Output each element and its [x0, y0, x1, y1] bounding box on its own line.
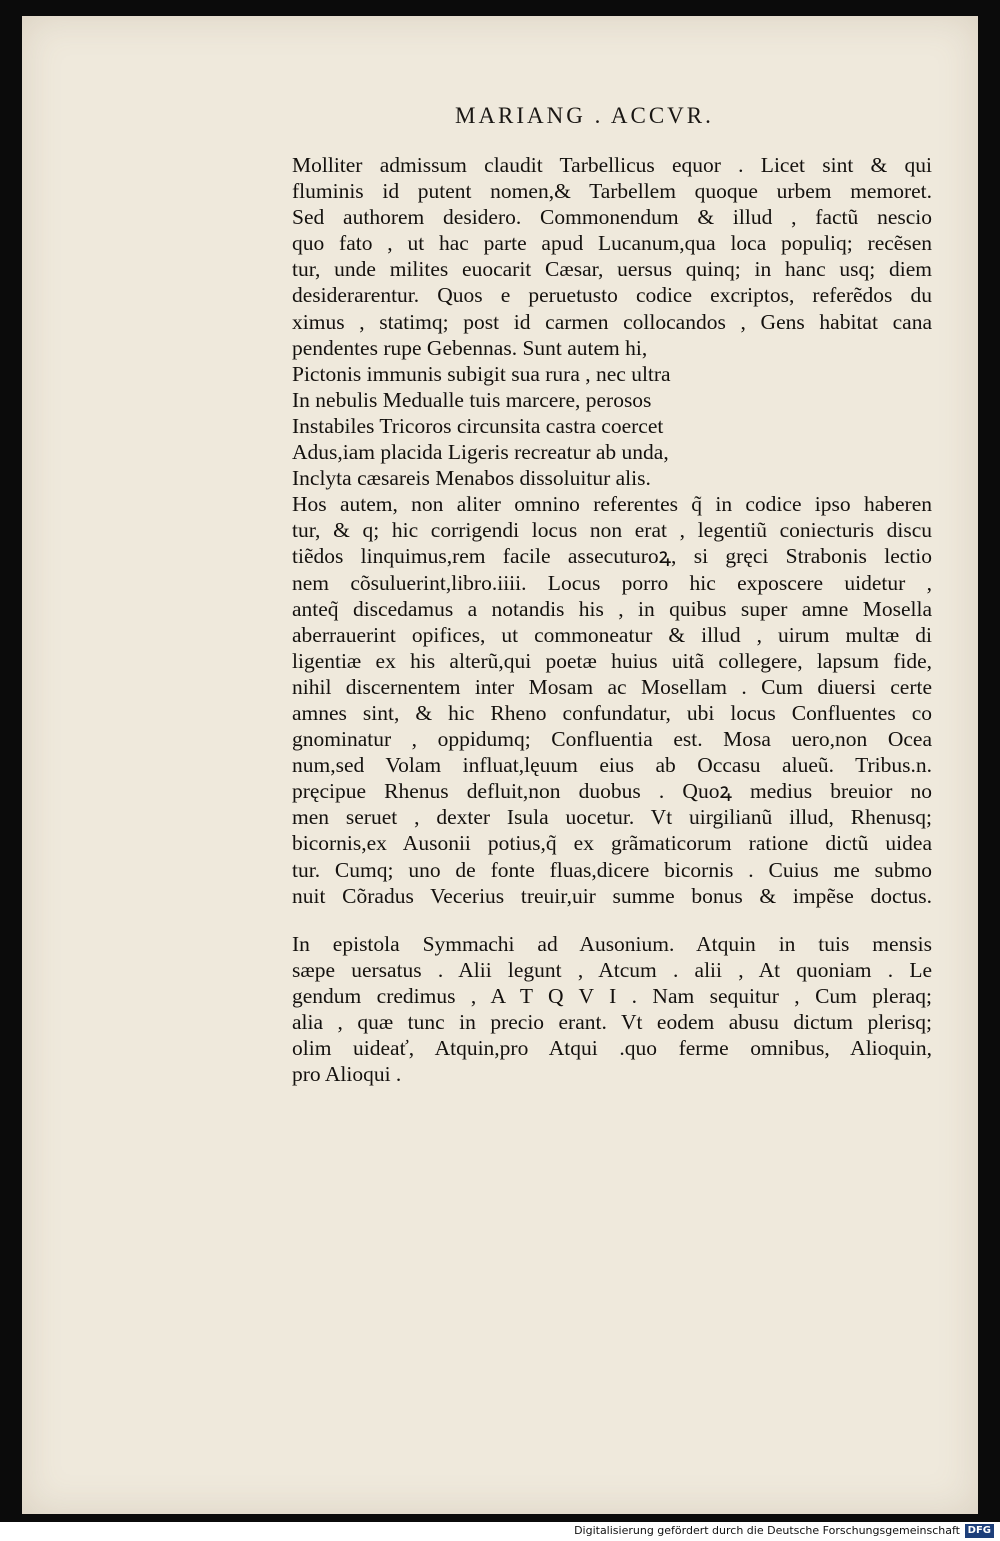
- verse-line: In nebulis Medualle tuis marcere, perosos: [292, 387, 652, 412]
- text-line: gnominatur , oppidumq; Confluentia est. Mosa uero,non Ocea: [292, 727, 932, 752]
- text-line: sæpe uersatus . Alii legunt , Atcum . alii , At quoniam . Le: [292, 957, 932, 982]
- text-line: gendum credimus , A T Q V I . Nam sequitur , Cum pleraq;: [292, 983, 932, 1008]
- text-line: nem cõsuluerint,libro.iiii. Locus porro hic exposcere uidetur ,: [292, 570, 932, 595]
- verse-block: [292, 361, 932, 491]
- verse-line: Inclyta cæsareis Menabos dissoluitur alis.: [292, 466, 651, 491]
- verse-line: Adus,iam placida Ligeris recreatur ab unda,: [292, 440, 669, 465]
- verse-line: Pictonis immunis subigit sua rura , nec ultra: [292, 361, 671, 386]
- funding-notice: Digitalisierung gefördert durch die Deutsche Forschungsgemeinschaft: [574, 1524, 960, 1537]
- text-line: ligentiæ ex his alterũ,qui poetæ huius uitã collegere, lapsum fide,: [292, 648, 932, 673]
- text-line: tur, unde milites euocarit Cæsar, uersus quinq; in hanc usq; diem: [292, 257, 932, 282]
- paragraph-2: [292, 931, 932, 1088]
- dfg-logo-icon: DFG: [965, 1524, 994, 1538]
- text-line: ximus , statimq; post id carmen collocandos , Gens habitat cana: [292, 309, 932, 334]
- text-line: In epistola Symmachi ad Ausonium. Atquin in tuis mensis: [292, 931, 932, 956]
- text-line: anteq̃ discedamus a notandis his , in quibus super amne Mosella: [292, 596, 932, 621]
- text-line: bicornis,ex Ausonii potius,q̃ ex grãmaticorum ratione dictũ uidea: [292, 831, 932, 856]
- paragraph-1: [292, 152, 932, 361]
- text-line: aberrauerint opifices, ut commoneatur & illud , uirum multæ di: [292, 622, 932, 647]
- text-line: nuit Cõradus Vecerius treuir,uir summe bonus & impẽse doctus.: [292, 883, 932, 908]
- main-text: [292, 152, 932, 1087]
- text-line: Hos autem, non aliter omnino referentes q̃ in codice ipso haberen: [292, 492, 932, 517]
- text-line: tiẽdos linquimus,rem facile assecuturoꝝ, si gręci Strabonis lectio: [292, 544, 932, 569]
- running-header: MARIANG . ACCVR.: [455, 103, 714, 128]
- text-line: pro Alioqui .: [292, 1062, 402, 1087]
- text-line: tur, & q; hic corrigendi locus non erat , legentiũ coniecturis discu: [292, 518, 932, 543]
- verse-line: Instabiles Tricoros circunsita castra coercet: [292, 413, 664, 438]
- text-line: fluminis id putent nomen,& Tarbellem quoque urbem memoret.: [292, 179, 932, 204]
- text-line: desiderarentur. Quos e peruetusto codice excriptos, referẽdos du: [292, 283, 932, 308]
- text-line: num,sed Volam influat,lęuum eius ab Occasu alueũ. Tribus.n.: [292, 753, 932, 778]
- paragraph-1-continued: [292, 491, 932, 909]
- text-line: pręcipue Rhenus defluit,non duobus . Quoꝝ medius breuior no: [292, 779, 932, 804]
- text-line: tur. Cumq; uno de fonte fluas,dicere bicornis . Cuius me submo: [292, 857, 932, 882]
- text-line: amnes sint, & hic Rheno confundatur, ubi locus Confluentes co: [292, 700, 932, 725]
- text-line: Molliter admissum claudit Tarbellicus equor . Licet sint & qui: [292, 153, 932, 177]
- text-line: nihil discernentem inter Mosam ac Mosellam . Cum diuersi certe: [292, 674, 932, 699]
- text-line: quo fato , ut hac parte apud Lucanum,qua loca populiq; recẽsen: [292, 231, 932, 256]
- text-line: alia , quæ tunc in precio erant. Vt eodem abusu dictum plerisq;: [292, 1010, 932, 1034]
- text-line: olim uideať, Atquin,pro Atqui .quo ferme omnibus, Alioquin,: [292, 1036, 932, 1061]
- text-line: pendentes rupe Gebennas. Sunt autem hi,: [292, 335, 648, 360]
- text-line: Sed authorem desidero. Commonendum & illud , factũ nescio: [292, 205, 932, 230]
- text-line: men seruet , dexter Isula uocetur. Vt uirgilianũ illud, Rhenusq;: [292, 805, 932, 830]
